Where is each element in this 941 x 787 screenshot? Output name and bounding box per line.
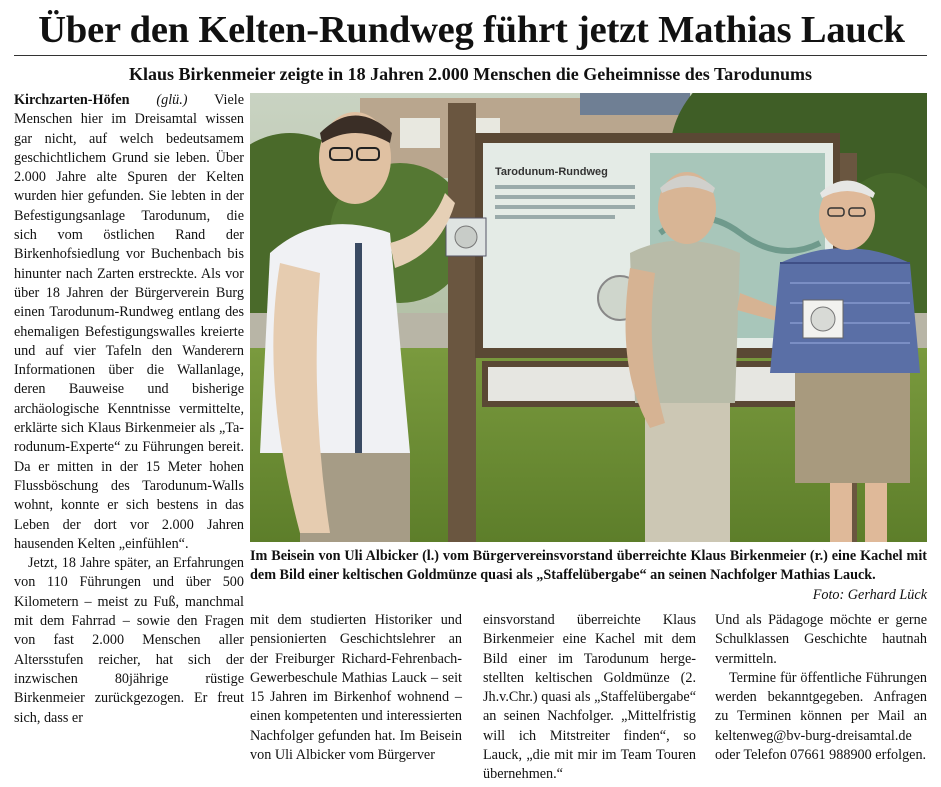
- headline-rule: [14, 55, 927, 56]
- article-column-4: [715, 611, 927, 765]
- author-tag: (glü.): [156, 92, 188, 108]
- body-paragraph-2-cont: mit dem studierten Historiker und pensionierten Geschichtslehrer an der Freiburger Richard-Fehrenbach-Gewerbeschule Mathias Lauck – seit 15 Jahren im Birkenhof wohnend – einen kompetenten und interessierten Nachfolger gefunden hat. Im Beisein von Uli Albicker vom Bürgerver: [250, 612, 462, 764]
- body-paragraph-2-cont-2: einsvorstand überreichte Klaus Birkenmeier eine Kachel mit dem Bild einer im Tarodunum hergestellten keltischen Goldmünze (2. Jh.v.Chr.) quasi als „Staffelübergabe“ an seinen Nachfolger. „Mittelfristig will ich Mitstreiter finden“, so Lauck, „die mit mir im Team Touren übernehmen.“: [483, 612, 696, 783]
- article-column-2: [250, 611, 462, 765]
- body-paragraph-2: Jetzt, 18 Jahre später, an Erfahrungen von 110 Führungen und über 500 Kilometern – meist zu Fuß, manchmal mit dem Fahrrad – sowie den Fragen von fast 2.000 Menschen aller Altersstufen reicher, hat sich der inzwischen 80jährige rüstige Birkenmeier zurückgezogen. Er freut sich, dass er: [14, 555, 244, 726]
- photo-caption-text: Im Beisein von Uli Albicker (l.) vom Bürgervereinsvorstand überreichte Klaus Birkenmeier (r.) eine Kachel mit dem Bild einer keltischen Goldmünze quasi als „Staffelübergabe“ an seinen Nachfolger Mathias Lauck.: [250, 548, 927, 584]
- body-paragraph-2-end: Und als Pädagoge möchte er gerne Schulklassen Geschichte hautnah vermitteln.: [715, 612, 927, 667]
- photo-caption: [250, 547, 927, 605]
- sign-title: Tarodunum-Rundweg: [495, 166, 608, 178]
- dateline-place: Kirchzarten-Höfen: [14, 92, 130, 108]
- body-paragraph-3: Termine für öffentliche Führungen werden bekanntgegeben. Anfragen zu Terminen können per Mail an keltenweg@bv-burg-dreisamtal.de oder Telefon 07661 988900 erfolgen.: [715, 669, 927, 764]
- article-photo: [250, 93, 927, 542]
- article-column-1: [14, 91, 244, 728]
- subheadline: Klaus Birkenmeier zeigte in 18 Jahren 2.000 Menschen die Geheimnisse des Tarodunums: [128, 64, 813, 84]
- article-column-3: [483, 611, 696, 785]
- lead-paragraph-text: Viele Menschen hier im Dreisamtal wissen gar nicht, auf welch bedeutsamem geschichtlichem Grund sie leben. Über 2.000 Jahre alte Spuren der Kelten wurden hier gefunden. Sie lebten in der Befestigungsanlage Tarodunum, die sich vom östlichen Rand der Birkenhofsiedlung vor Buchenbach bis hinunter nach Zarten erstreckte. Als vor über 18 Jahren der Bürgerverein Burg einen Tarodunum-Rundweg entlang des ehemaligen Befestigungswalles kreierte und auf vier Tafeln den Wanderern Informationen über die Wallanlage, deren Bauweise und bisherige archäologische Kenntnisse vermittelte, erklärte sich Klaus Birkenmeier als „Tarodunum-Experte“ zu Führungen bereit. Da er mitten in der 15 Meter hohen Flussböschung des Tarodunum-Walls wohnt, konnte er sich bestens in das Leben der dort vor 2.000 Jahren hausenden Kelten „einfühlen“.: [14, 92, 244, 552]
- photo-illustration: [250, 93, 927, 542]
- lead-paragraph: [14, 91, 244, 554]
- photo-credit: Foto: Gerhard Lück: [812, 586, 927, 603]
- headline: Über den Kelten-Rundweg führt jetzt Mathias Lauck: [38, 9, 905, 51]
